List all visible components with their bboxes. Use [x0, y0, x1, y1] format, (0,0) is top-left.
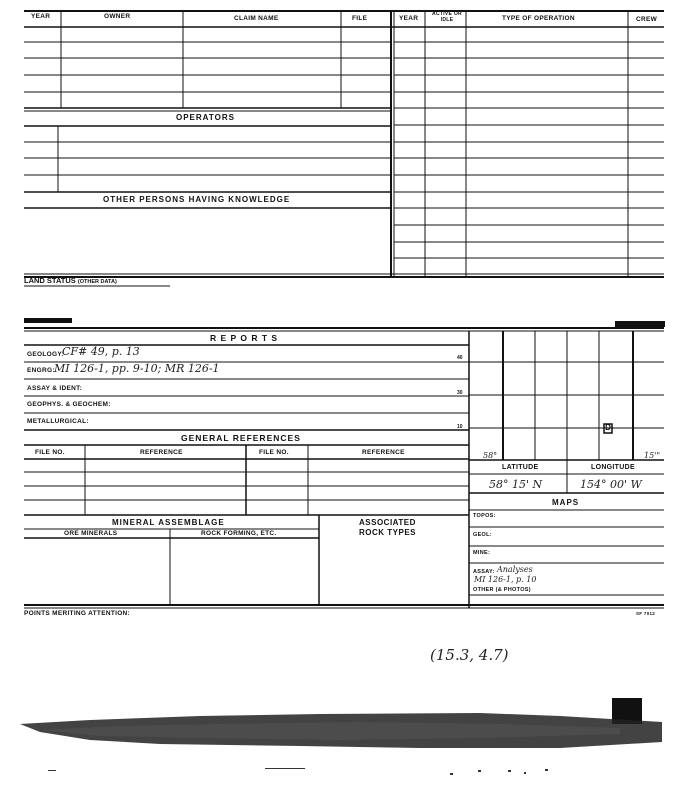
grid-corner-left: 58° [483, 451, 498, 460]
maps-title: MAPS [552, 498, 580, 507]
location-marker: D [605, 423, 611, 432]
maps-assay-value-2[interactable]: MI 126-1, p. 10 [474, 575, 537, 584]
latitude-value[interactable]: 58° 15' N [489, 478, 543, 491]
genref-header-reference-1: REFERENCE [140, 449, 183, 456]
operation-header-type: TYPE OF OPERATION [502, 15, 575, 22]
genref-header-reference-2: REFERENCE [362, 449, 405, 456]
owner-header-owner: OWNER [104, 13, 131, 20]
owner-header-file: FILE [352, 15, 368, 22]
genref-header-file-no-1: FILE NO. [35, 449, 65, 456]
owner-header-claim-name: CLAIM NAME [234, 15, 279, 22]
points-meriting-attention: POINTS MERITING ATTENTION: [24, 610, 131, 617]
maps-label-mine: MINE: [473, 550, 491, 556]
report-num-40: 40 [457, 355, 463, 361]
grid-corner-right: 15'" [644, 451, 661, 460]
associated-rock-types-line2: ROCK TYPES [359, 528, 417, 537]
rock-forming-label: ROCK FORMING, ETC. [201, 530, 277, 537]
longitude-value[interactable]: 154° 00' W [580, 478, 642, 491]
operation-header-crew: CREW [636, 16, 658, 23]
report-value-engrg[interactable]: MI 126-1, pp. 9-10; MR 126-1 [54, 362, 220, 375]
report-label-geology: GEOLOGY: [27, 351, 64, 358]
form-number: SF 7012 [636, 611, 656, 616]
maps-label-geol: GEOL: [473, 532, 492, 538]
genref-header-file-no-2: FILE NO. [259, 449, 289, 456]
maps-label-topos: TOPOS: [473, 513, 496, 519]
owner-header-year: YEAR [31, 13, 51, 20]
ore-minerals-label: ORE MINERALS [64, 530, 118, 537]
report-num-10: 10 [457, 424, 463, 430]
operation-header-active-idle: ACTIVE OR IDLE [432, 11, 462, 23]
coordinate-annotation: (15.3, 4.7) [430, 646, 509, 664]
operation-header-year: YEAR [399, 15, 419, 22]
maps-label-assay: ASSAY: [473, 569, 495, 575]
latitude-label: LATITUDE [502, 464, 539, 471]
maps-label-other: OTHER (& PHOTOS) [473, 587, 531, 593]
report-label-geophys: GEOPHYS. & GEOCHEM: [27, 401, 111, 408]
report-value-geology[interactable]: CF# 49, p. 13 [62, 345, 140, 358]
general-references-title: GENERAL REFERENCES [181, 433, 301, 443]
report-label-assay: ASSAY & IDENT: [27, 385, 83, 392]
operators-title: OPERATORS [176, 113, 235, 122]
maps-assay-value[interactable]: Analyses [497, 565, 533, 574]
other-persons-title: OTHER PERSONS HAVING KNOWLEDGE [103, 195, 291, 204]
reports-title: R E P O R T S [210, 333, 279, 343]
report-label-metallurgical: METALLURGICAL: [27, 418, 89, 425]
associated-rock-types-line1: ASSOCIATED [359, 518, 416, 527]
report-num-30: 30 [457, 390, 463, 396]
report-label-engrg: ENGRG: [27, 367, 55, 374]
longitude-label: LONGITUDE [591, 464, 635, 471]
land-status-label: LAND STATUS (OTHER DATA) [24, 276, 117, 285]
mineral-assemblage-title: MINERAL ASSEMBLAGE [112, 518, 225, 527]
